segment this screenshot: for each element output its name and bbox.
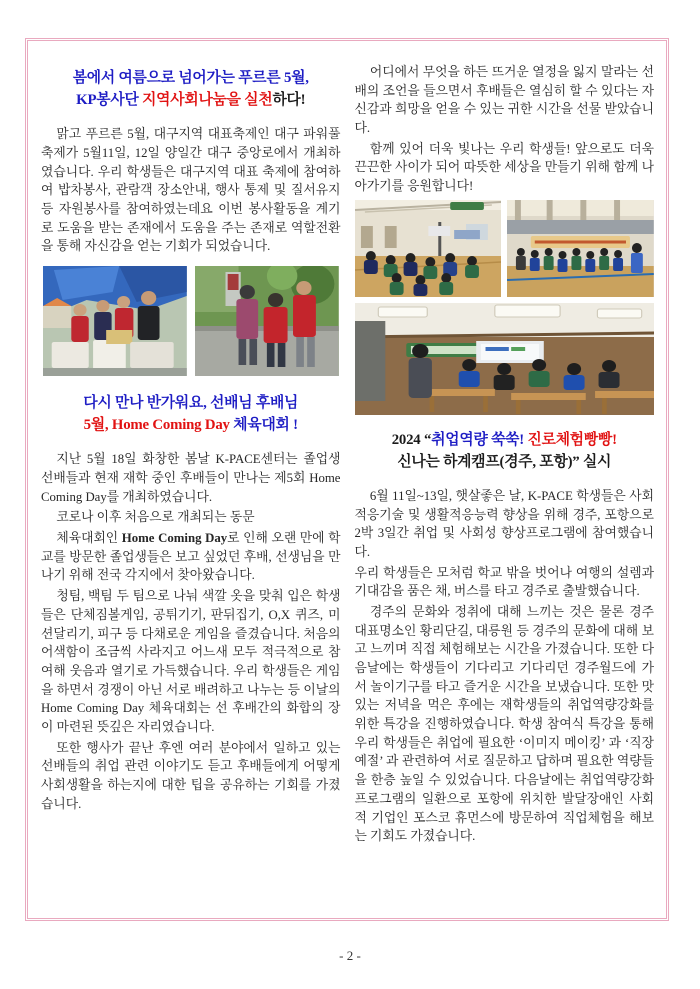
article2-continued-paragraph-2: 함께 있어 더욱 빛나는 우리 학생들! 앞으로도 더욱 끈끈한 사이가 되어 따뜻한 세상을 만들기 위해 함께 나아가기를 응원합니다! [354,141,654,194]
page-border [25,38,669,921]
photo-gym-seated-students [355,200,502,297]
article3-title: 2024 “취업역량 쑥쑥! 진로체험빵빵! 신나는 하계캠프(경주, 포항)” 실시 [391,431,617,470]
article2-title: 다시 만나 반가워요, 선배님 후배님 5월, Home Coming Day 체육대회 ! [83,395,299,434]
article3-paragraph-2: 우리 학생들은 모처럼 학교 밖을 벗어나 여행의 설렘과 기대감을 품은 채, 버스를 타고 경주로 출발했습니다. [354,565,654,599]
homecoming-bold-text: Home Coming Day [121,531,228,546]
article1-title: 봄에서 여름으로 넘어가는 푸르른 5월, KP봉사단 지역사회나눔을 실천하다! [72,70,309,109]
article3-paragraph-3: 경주의 문화와 정취에 대해 느끼는 것은 물론 경주 대표명소인 황리단길, 대릉원 등 경주의 문화에 대해 보고 느끼며 직접 체험해보는 시간을 가졌습니다. 또한 다음날에는 학생들이 기다리고 기다리던 경주월드에 가서 놀이기구를 타고 즐거운 시간을 보냈습니다. 또한 맛있는 저녁을 먹은 후에는 재학생들의 취업역량강화를 위한 특강을 진행하였습니다. 학생 참여식 특강을 통해 우리 학생들은 취업에 필요한 ‘이미지 메이킹’ 과 ‘직장 예절’ 과 관련하여 서로 질문하고 답하며 필요한 역량들을 한층 높일 수 있었습니다. 다음날에는 취업역량강화 프로그램의 일환으로 포항에 위치한 발달장애인 사회적 기업인 포스코 휴먼스에 방문하여 직업체험을 해보는 기회도 가졌습니다. [354,605,654,844]
photo-festival-tent-volunteers [43,266,187,376]
page-number: - 2 - [339,948,361,963]
article2-paragraph-5: 또한 행사가 끝난 후엔 여러 분야에서 일하고 있는 선배들의 취업 관련 이야기도 듣고 후배들에게 어떻게 사회생활을 하는지에 대한 팁을 공유하는 기회를 가졌습니다. [41,740,341,811]
article1-title-line1: 봄에서 여름으로 넘어가는 푸르른 5월, [72,70,309,86]
article1-paragraph: 맑고 푸르른 5월, 대구지역 대표축제인 대구 파워풀 축제가 5월11일, 12일 양일간 대구 중앙로에서 개최하였습니다. 우리 학생들은 대구지역 대표 축제에 참여하여 밥차봉사, 관람객 장소안내, 행사 통제 및 질서유지 등 자원봉사를 참여하였는데요 이번 봉사활동을 계기로 도움을 받는 존재에서 도움을 주는 존재로 역할전환을 통해 자신감을 얻는 기회가 되었습니다. [41,127,341,254]
left-column [41,63,341,910]
homecoming-photos [355,200,655,415]
photo-gym-group-banner [507,200,654,297]
article1-photos [43,266,339,376]
article2-paragraph-3: 체육대회인 Home Coming Day로 인해 오랜 만에 학교를 방문한 졸업생들은 보고 싶었던 후배, 선생님을 만나기 위해 전국 각지에서 찾아왔습니다. [41,531,341,583]
photo-festival-outdoor-volunteers [195,266,339,376]
article2-paragraph-4: 청팀, 백팀 두 팀으로 나눠 색깔 옷을 맞춰 입은 학생들은 단체짐볼게임, 공튀기기, 판뒤집기, O,X 퀴즈, 미션달리기, 피구 등 다채로운 게임을 즐겼습니다. 처음의 어색함이 조금씩 사라지고 어느새 모두 적극적으로 참여해 웃음과 열기로 가득했습니다. 우리 학생들은 게임을 하면서 경쟁이 아닌 서로 배려하고 나누는 등 이날의 Home Coming Day 체육대회는 선 후배간의 화합의 장이 마련된 뜻깊은 자리였습니다. [41,589,341,734]
article3-paragraph-1: 6월 11일~13일, 햇살좋은 날, K-PACE 학생들은 사회적응기술 및 생활적응능력 향상을 위해 경주, 포항으로 2박 3일간 취업 및 사회성 향상프로그램에 참여했습니다. [354,489,654,560]
two-column-layout [28,41,666,918]
article2-paragraph-1: 지난 5월 18일 화창한 봄날 K-PACE센터는 졸업생 선배들과 현재 재학 중인 후배들이 만나는 제5회 Home Coming Day를 개최하였습니다. [41,452,341,504]
right-column [355,63,655,910]
article2-continued-paragraph-1: 어디에서 무엇을 하든 뜨거운 열정을 잃지 말라는 선배의 조언을 들으면서 후배들은 열심히 할 수 있다는 자신감과 희망을 얻을 수 있는 귀한 시간을 선물 받았습니다. [354,65,654,136]
photo-camp-lecture-room [355,303,655,415]
article2-paragraph-2: 코로나 이후 처음으로 개최되는 동문 [56,510,255,525]
